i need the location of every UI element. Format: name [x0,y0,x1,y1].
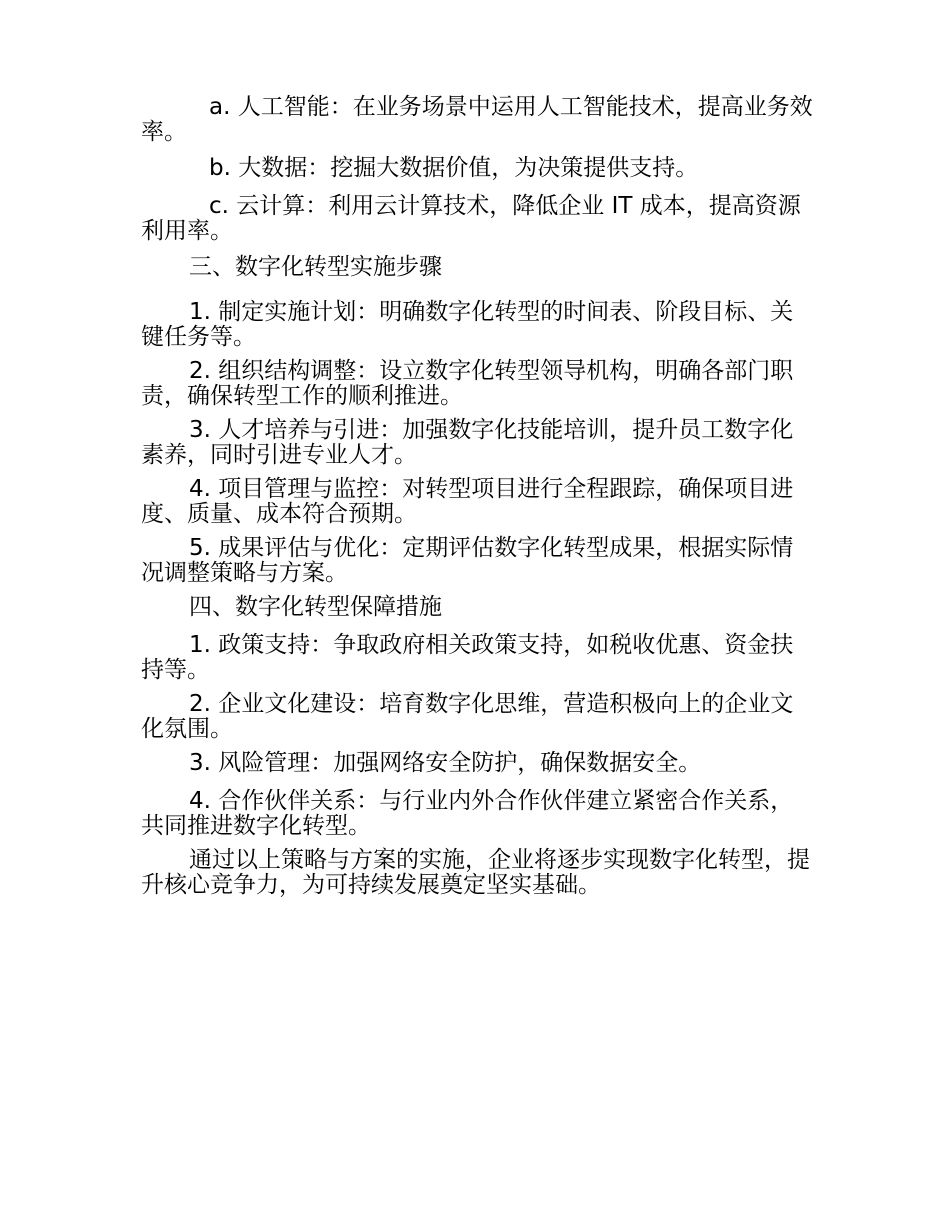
section-heading-implementation: 三、数字化转型实施步骤 [189,254,442,280]
list-item-project: 4. 项目管理与监控：对转型项目进行全程跟踪，确保项目进度、质量、成本符合预期。 [141,476,794,527]
list-item-structure: 2. 组织结构调整：设立数字化转型领导机构，明确各部门职责，确保转型工作的顺利推进。 [141,358,794,409]
list-item-ai: a. 人工智能：在业务场景中运用人工智能技术，提高业务效率。 [141,94,813,145]
list-item-cloud: c. 云计算：利用云计算技术，降低企业 IT 成本，提高资源利用率。 [141,193,801,244]
list-item-big-data: b. 大数据：挖掘大数据价值，为决策提供支持。 [209,155,699,181]
list-item-partners: 4. 合作伙伴关系：与行业内外合作伙伴建立紧密合作关系，共同推进数字化转型。 [141,788,794,839]
section-heading-safeguards: 四、数字化转型保障措施 [189,594,442,620]
list-item-plan: 1. 制定实施计划：明确数字化转型的时间表、阶段目标、关键任务等。 [141,299,794,350]
list-item-evaluation: 5. 成果评估与优化：定期评估数字化转型成果，根据实际情况调整策略与方案。 [141,535,794,586]
list-item-talent: 3. 人才培养与引进：加强数字化技能培训，提升员工数字化素养，同时引进专业人才。 [141,417,794,468]
list-item-risk: 3. 风险管理：加强网络安全防护，确保数据安全。 [189,750,702,776]
conclusion-paragraph: 通过以上策略与方案的实施，企业将逐步实现数字化转型，提升核心竞争力，为可持续发展奠定坚实基础。 [141,847,810,898]
list-item-culture: 2. 企业文化建设：培育数字化思维，营造积极向上的企业文化氛围。 [141,691,794,742]
list-item-policy: 1. 政策支持：争取政府相关政策支持，如税收优惠、资金扶持等。 [141,632,794,683]
